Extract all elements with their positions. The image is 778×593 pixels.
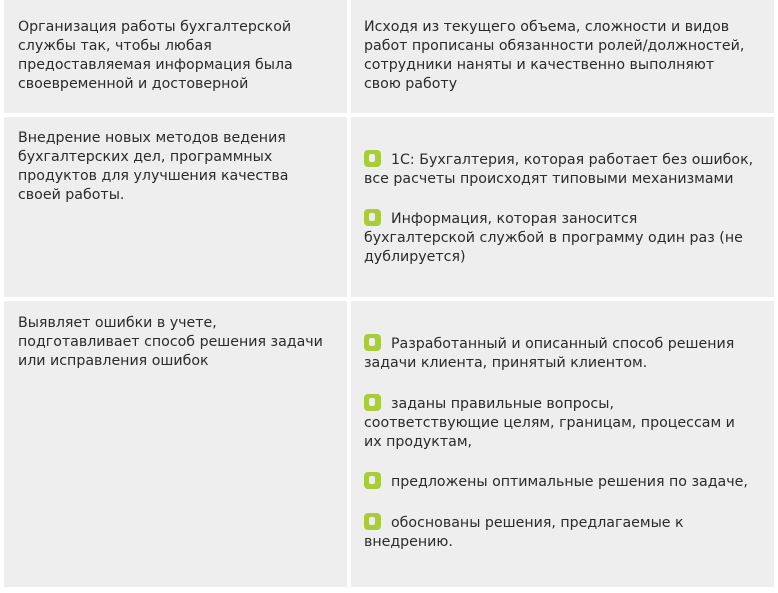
green-rounded-square-icon bbox=[364, 472, 381, 489]
green-rounded-square-icon bbox=[364, 150, 381, 167]
table-cell-row2-left bbox=[4, 117, 347, 297]
cell-text: Внедрение новых методов ведения бухгалтерских дел, программных продуктов для улучшения качества своей работы. bbox=[18, 130, 289, 203]
list-item bbox=[364, 513, 684, 552]
green-rounded-square-icon bbox=[364, 334, 381, 351]
list-item bbox=[364, 209, 743, 267]
cell-text: Организация работы бухгалтерской службы так, чтобы любая предоставляемая информация была своевременной и достоверной bbox=[18, 19, 293, 92]
table-cell-row3-right bbox=[351, 301, 774, 587]
list-item-first-line: предложены оптимальные решения по задаче, bbox=[391, 474, 748, 490]
list-item-continuation: бухгалтерской службой в программу один раз (не дублируется) bbox=[364, 230, 743, 265]
list-item-first-line: заданы правильные вопросы, bbox=[391, 396, 614, 412]
table-cell-row2-right bbox=[351, 117, 774, 297]
list-item bbox=[364, 472, 748, 492]
list-item-continuation: задачи клиента, принятый клиентом. bbox=[364, 355, 648, 371]
table-cell-row1-left bbox=[4, 0, 347, 113]
list-item-first-line: обоснованы решения, предлагаемые к bbox=[391, 515, 684, 531]
list-item-first-line: Разработанный и описанный способ решения bbox=[391, 336, 735, 352]
list-item-first-line: Информация, которая заносится bbox=[391, 211, 638, 227]
list-item bbox=[364, 334, 734, 373]
cell-text: Исходя из текущего объема, сложности и видов работ прописаны обязанности ролей/должностей, сотрудники наняты и качественно выполняют свою работу bbox=[364, 19, 745, 92]
table-cell-row3-left bbox=[4, 301, 347, 587]
list-item bbox=[364, 150, 753, 189]
green-rounded-square-icon bbox=[364, 394, 381, 411]
list-item-continuation: соответствующие целям, границам, процессам и их продуктам, bbox=[364, 415, 735, 450]
content-table bbox=[4, 0, 774, 587]
list-item-first-line: 1С: Бухгалтерия, которая работает без ошибок, bbox=[391, 152, 754, 168]
green-rounded-square-icon bbox=[364, 513, 381, 530]
list-item bbox=[364, 394, 735, 452]
list-item-continuation: все расчеты происходят типовыми механизмами bbox=[364, 171, 734, 187]
table-cell-row1-right bbox=[351, 0, 774, 113]
list-item-continuation: внедрению. bbox=[364, 534, 453, 550]
green-rounded-square-icon bbox=[364, 209, 381, 226]
cell-text: Выявляет ошибки в учете, подготавливает способ решения задачи или исправления ошибок bbox=[18, 315, 323, 369]
